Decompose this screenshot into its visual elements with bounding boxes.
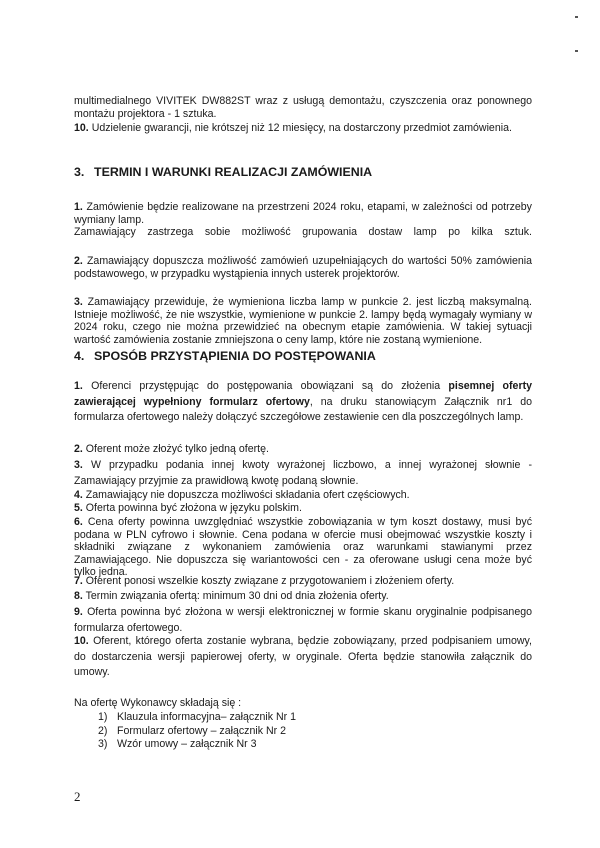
offer-intro-text: Na ofertę Wykonawcy składają się : xyxy=(74,697,242,709)
point-number: 3. xyxy=(74,296,83,308)
s4-point-3 xyxy=(74,458,532,489)
point-number: 1. xyxy=(74,201,83,213)
list-item-text: Wzór umowy – załącznik Nr 3 xyxy=(117,738,257,750)
point-text: Oferent może złożyć tylko jedną ofertę. xyxy=(85,443,269,455)
s4-point-8 xyxy=(74,590,532,603)
point-text: , na druku stanowiącym Załącznik nr1 do formularza ofertowego należy dołączyć szczegółowe zestawienie cen dla poszczególnych lamp. xyxy=(74,395,532,423)
point-10-guarantee xyxy=(74,122,532,135)
point-text: Zamawiający przewiduje, że wymieniona liczba lamp w punkcie 2. jest liczbą maksymalną. Istnieje możliwość, że nie wszystkie, wymienione w punkcie 2. lampy będą wymagały wymiany w 2024 roku, czego nie można przewidzieć na obecnym etapie zamówienia. W takiej sytuacji wartość zamówienia zostanie zmniejszona o ceny lamp, które nie zostaną wymienione. xyxy=(74,296,533,346)
s4-point-6 xyxy=(74,516,532,579)
section-title: SPOSÓB PRZYSTĄPIENIA DO POSTĘPOWANIA xyxy=(94,349,376,363)
offer-intro xyxy=(74,697,532,710)
section-number: 4. xyxy=(74,349,85,363)
point-text: Zamówienie będzie realizowane na przestrzeni 2024 roku, etapami, w zależności od potrzeby wymiany lamp. xyxy=(74,201,532,226)
s4-point-10 xyxy=(74,634,532,681)
point-number: 6. xyxy=(74,516,83,528)
intro-paragraph xyxy=(74,95,532,120)
list-item-number: 1) xyxy=(98,711,108,723)
point-text: Oferent ponosi wszelkie koszty związane z przygotowaniem i złożeniem oferty. xyxy=(85,575,455,587)
point-number: 10. xyxy=(74,635,89,647)
point-text-bold: pisemnej oferty zawierającej wypełniony formularz ofertowy xyxy=(74,380,532,408)
point-text: Zamawiający dopuszcza możliwość zamówień uzupełniających do wartości 50% zamówienia podstawowego, w przypadku wystąpienia innych usterek projektorów. xyxy=(74,255,532,280)
offer-list xyxy=(98,711,296,752)
s4-point-5 xyxy=(74,502,532,515)
point-number: 8. xyxy=(74,590,83,602)
s4-point-4 xyxy=(74,489,532,502)
section-title: TERMIN I WARUNKI REALIZACJI ZAMÓWIENIA xyxy=(94,165,373,179)
point-number: 1. xyxy=(74,380,83,392)
s3-point-1 xyxy=(74,201,532,239)
point-text: W przypadku podania innej kwoty wyrażonej liczbowo, a innej wyrażonej słownie - Zamawiający przyjmie za prawidłową kwotę podaną słownie. xyxy=(74,459,532,487)
section-number: 3. xyxy=(74,165,85,179)
point-text-continued: Zamawiający zastrzega sobie możliwość grupowania dostaw lamp po kilka sztuk. xyxy=(74,226,532,238)
point-number: 5. xyxy=(74,502,83,514)
s4-point-7 xyxy=(74,575,532,588)
point-text: Oferenci przystępując do postępowania obowiązani są do złożenia xyxy=(91,380,441,392)
point-text: Termin związania ofertą: minimum 30 dni od dnia złożenia oferty. xyxy=(85,590,389,602)
intro-text: multimedialnego VIVITEK DW882ST wraz z usługą demontażu, czyszczenia oraz ponownego montażu projektora - 1 sztuka. xyxy=(74,95,532,120)
s3-point-2 xyxy=(74,255,532,280)
scan-mark xyxy=(575,16,578,18)
list-item xyxy=(98,725,296,739)
scan-mark xyxy=(575,50,578,52)
point-text: Zamawiający nie dopuszcza możliwości składania ofert częściowych. xyxy=(85,489,410,501)
list-item xyxy=(98,738,296,752)
point-number: 10. xyxy=(74,122,89,134)
list-item-text: Formularz ofertowy – załącznik Nr 2 xyxy=(117,724,286,737)
s4-point-1 xyxy=(74,379,532,426)
point-number: 2. xyxy=(74,443,83,455)
list-item-number: 3) xyxy=(98,738,108,750)
page-number: 2 xyxy=(74,789,81,804)
list-item-text: Klauzula informacyjna– załącznik Nr 1 xyxy=(117,711,296,723)
s3-point-3 xyxy=(74,296,532,346)
section-3-heading xyxy=(74,165,372,179)
s4-point-9 xyxy=(74,605,532,636)
point-number: 7. xyxy=(74,575,83,587)
section-4-heading xyxy=(74,349,376,363)
point-text: Oferta powinna być złożona w języku polskim. xyxy=(85,502,302,514)
point-number: 2. xyxy=(74,255,83,267)
list-item-number: 2) xyxy=(98,724,108,737)
s4-point-2 xyxy=(74,443,532,456)
point-text: Udzielenie gwarancji, nie krótszej niż 12 miesięcy, na dostarczony przedmiot zamówienia. xyxy=(91,122,512,134)
point-number: 9. xyxy=(74,606,83,618)
list-item xyxy=(98,711,296,725)
point-number: 3. xyxy=(74,459,83,471)
point-number: 4. xyxy=(74,489,83,501)
point-text: Cena oferty powinna uwzględniać wszystkie zobowiązania w tym koszt dostawy, musi być podana w PLN cyfrowo i słownie. Cena podana w ofercie musi obejmować wszystkie koszty i składniki związane z wykonaniem zamówienia oraz warunkami stawianymi przez Zamawiającego. Nie dopuszcza się wariantowości cen - za oferowane usługi cena może być tylko jedna. xyxy=(74,516,532,578)
point-text: Oferta powinna być złożona w wersji elektronicznej w formie skanu oryginalnie podpisanego formularza ofertowego. xyxy=(74,606,532,634)
point-text: Oferent, którego oferta zostanie wybrana, będzie zobowiązany, przed podpisaniem umowy, do dostarczenia wersji papierowej oferty, w oryginale. Oferta będzie stanowiła załącznik do umowy. xyxy=(74,635,532,678)
